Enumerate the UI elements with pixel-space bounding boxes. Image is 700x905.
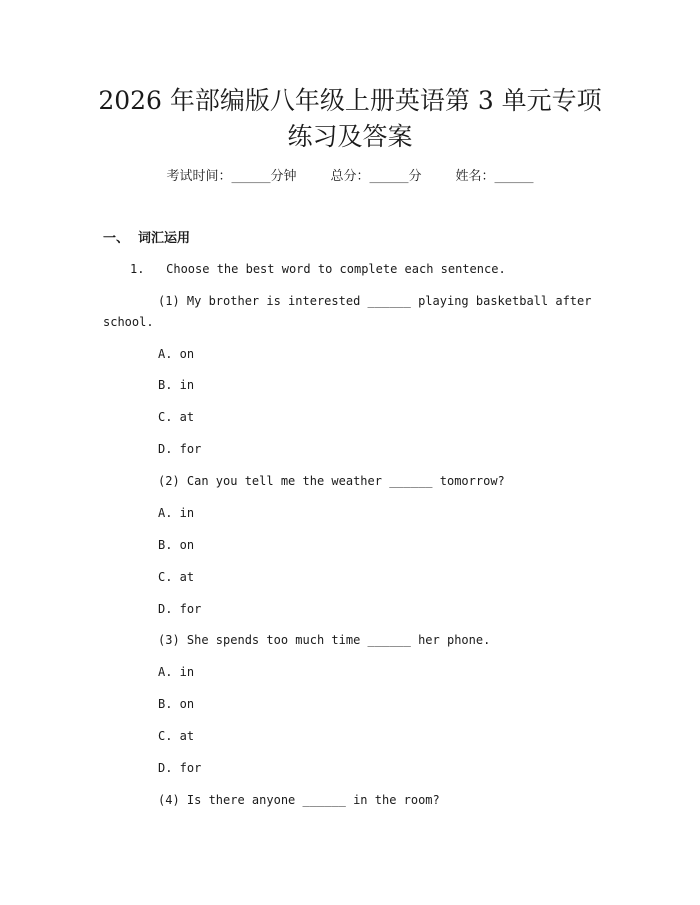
section-heading: 一、 词汇运用 xyxy=(103,231,191,246)
option-item: B. in xyxy=(158,378,195,392)
sentence-3: (3) She spends too much time ______ her phone. xyxy=(158,633,491,647)
option-item: A. in xyxy=(158,506,195,520)
exam-meta xyxy=(0,167,700,187)
option-item: D. for xyxy=(158,602,202,616)
option-item: D. for xyxy=(158,761,202,775)
page-title-line2: 练习及答案 xyxy=(287,122,413,151)
option-item: A. in xyxy=(158,665,195,679)
option-item: C. at xyxy=(158,410,195,424)
option-item: B. on xyxy=(158,538,195,552)
sentence-2: (2) Can you tell me the weather ______ tomorrow? xyxy=(158,474,505,488)
question-instruction: 1. Choose the best word to complete each sentence. xyxy=(130,262,506,276)
option-item: A. on xyxy=(158,347,195,361)
sentence-1-line2: school. xyxy=(103,315,154,329)
exam-score: 总分：______分 xyxy=(330,169,422,184)
sentence-1-line1: (1) My brother is interested ______ playing basketball after xyxy=(158,294,592,308)
sentence-4: (4) Is there anyone ______ in the room? xyxy=(158,793,440,807)
option-item: D. for xyxy=(158,442,202,456)
option-item: C. at xyxy=(158,570,195,584)
exam-name: 姓名：______ xyxy=(455,169,534,184)
option-item: B. on xyxy=(158,697,195,711)
option-item: C. at xyxy=(158,729,195,743)
page-title-line1: 2026 年部编版八年级上册英语第 3 单元专项 xyxy=(98,86,602,115)
exam-time: 考试时间：______分钟 xyxy=(166,169,297,184)
